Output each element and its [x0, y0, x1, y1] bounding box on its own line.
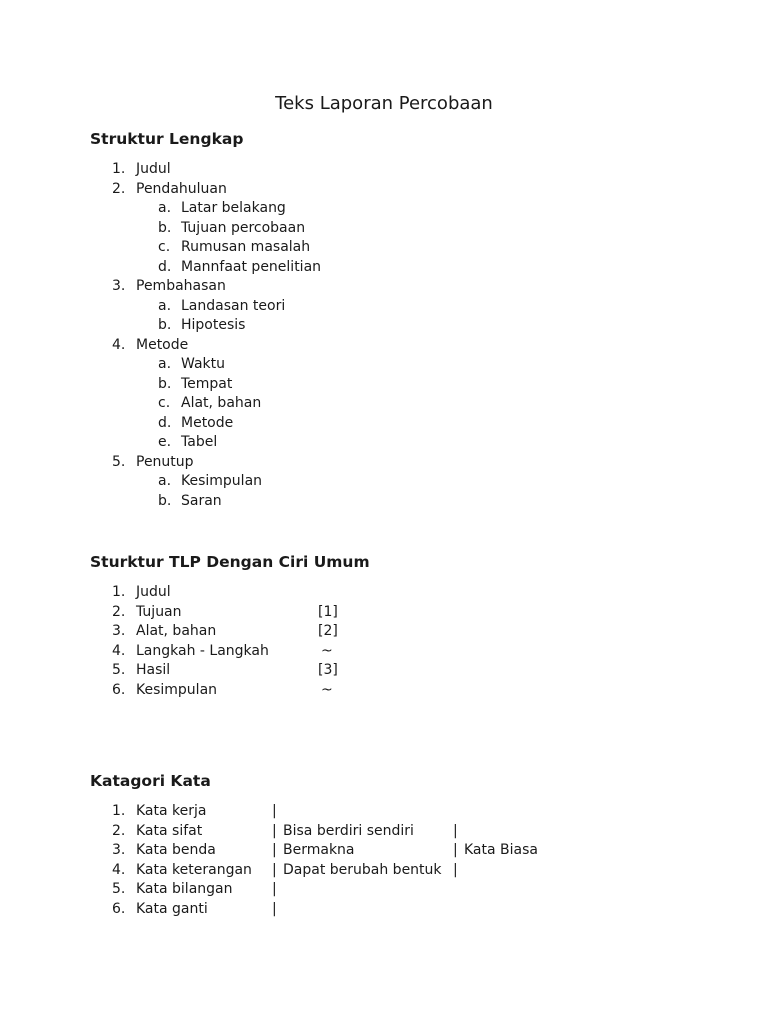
item-label: Metode	[136, 336, 189, 353]
item-number: 2.	[112, 822, 126, 839]
sub-item-letter: b.	[158, 317, 172, 333]
item-number: 5.	[112, 662, 126, 678]
column-separator: |	[272, 861, 277, 878]
sub-item-label: Hipotesis	[181, 317, 246, 333]
item-description: Bermakna	[283, 842, 355, 858]
sub-item-letter: a.	[158, 356, 172, 372]
item-label: Tujuan	[136, 603, 182, 620]
sub-item-letter: e.	[158, 434, 172, 450]
sub-item-label: Mannfaat penelitian	[181, 258, 322, 275]
item-label: Kata sifat	[136, 822, 203, 839]
item-number: 3.	[112, 278, 126, 294]
sub-item-label: Landasan teori	[181, 297, 286, 314]
column-separator: |	[272, 803, 277, 819]
column-separator: |	[453, 842, 458, 858]
item-number: 5.	[112, 881, 126, 897]
item-number: 1.	[112, 161, 126, 177]
item-description: Dapat berubah bentuk	[283, 861, 442, 878]
item-label: Kata benda	[136, 842, 216, 858]
sub-item-label: Alat, bahan	[181, 395, 262, 411]
item-label: Judul	[136, 161, 171, 177]
item-label: Judul	[136, 584, 171, 600]
sub-item-label: Latar belakang	[181, 200, 286, 216]
item-label: Kata bilangan	[136, 881, 233, 897]
item-label: Langkah - Langkah	[136, 642, 269, 659]
item-number: 2.	[112, 603, 126, 620]
section-heading-struktur-tlp: Sturktur TLP Dengan Ciri Umum	[90, 553, 370, 571]
item-label: Kata kerja	[136, 803, 207, 819]
sub-item-letter: b.	[158, 375, 172, 392]
item-number: 4.	[112, 336, 126, 353]
page-title: Teks Laporan Percobaan	[275, 93, 493, 114]
sub-item-label: Kesimpulan	[181, 473, 263, 489]
item-reference: [3]	[318, 662, 338, 678]
item-number: 4.	[112, 642, 126, 659]
item-number: 4.	[112, 861, 126, 878]
column-separator: |	[453, 861, 458, 878]
item-group: Kata Biasa	[464, 842, 538, 858]
column-separator: |	[272, 822, 277, 839]
sub-item-letter: b.	[158, 492, 172, 509]
item-number: 3.	[112, 842, 126, 858]
item-number: 5.	[112, 453, 126, 470]
sub-item-letter: c.	[158, 239, 171, 255]
item-reference: ~	[321, 681, 333, 698]
item-label: Hasil	[136, 662, 171, 678]
item-label: Alat, bahan	[136, 623, 217, 639]
item-number: 1.	[112, 584, 126, 600]
sub-item-letter: a.	[158, 297, 172, 314]
column-separator: |	[272, 900, 277, 917]
item-reference: [2]	[318, 623, 338, 639]
column-separator: |	[272, 881, 277, 897]
section-heading-katagori-kata: Katagori Kata	[90, 772, 211, 790]
sub-item-label: Tempat	[181, 375, 233, 392]
column-separator: |	[272, 842, 277, 858]
item-label: Kata ganti	[136, 900, 208, 917]
item-number: 3.	[112, 623, 126, 639]
item-label: Pembahasan	[136, 278, 226, 294]
sub-item-label: Metode	[181, 414, 234, 431]
section-heading-struktur-lengkap: Struktur Lengkap	[90, 130, 244, 148]
item-description: Bisa berdiri sendiri	[283, 822, 414, 839]
item-label: Penutup	[136, 453, 194, 470]
item-number: 6.	[112, 900, 126, 917]
sub-item-label: Waktu	[181, 356, 225, 372]
item-number: 2.	[112, 180, 126, 197]
sub-item-label: Saran	[181, 492, 222, 509]
item-number: 1.	[112, 803, 126, 819]
item-label: Pendahuluan	[136, 180, 227, 197]
item-reference: ~	[321, 642, 333, 659]
item-label: Kata keterangan	[136, 861, 252, 878]
sub-item-letter: c.	[158, 395, 171, 411]
sub-item-label: Tabel	[181, 434, 218, 450]
sub-item-label: Tujuan percobaan	[181, 219, 306, 236]
sub-item-letter: a.	[158, 473, 172, 489]
sub-item-letter: b.	[158, 219, 172, 236]
item-reference: [1]	[318, 603, 338, 620]
sub-item-label: Rumusan masalah	[181, 239, 311, 255]
item-label: Kesimpulan	[136, 681, 218, 698]
sub-item-letter: a.	[158, 200, 172, 216]
sub-item-letter: d.	[158, 414, 172, 431]
column-separator: |	[453, 822, 458, 839]
sub-item-letter: d.	[158, 258, 172, 275]
item-number: 6.	[112, 681, 126, 698]
